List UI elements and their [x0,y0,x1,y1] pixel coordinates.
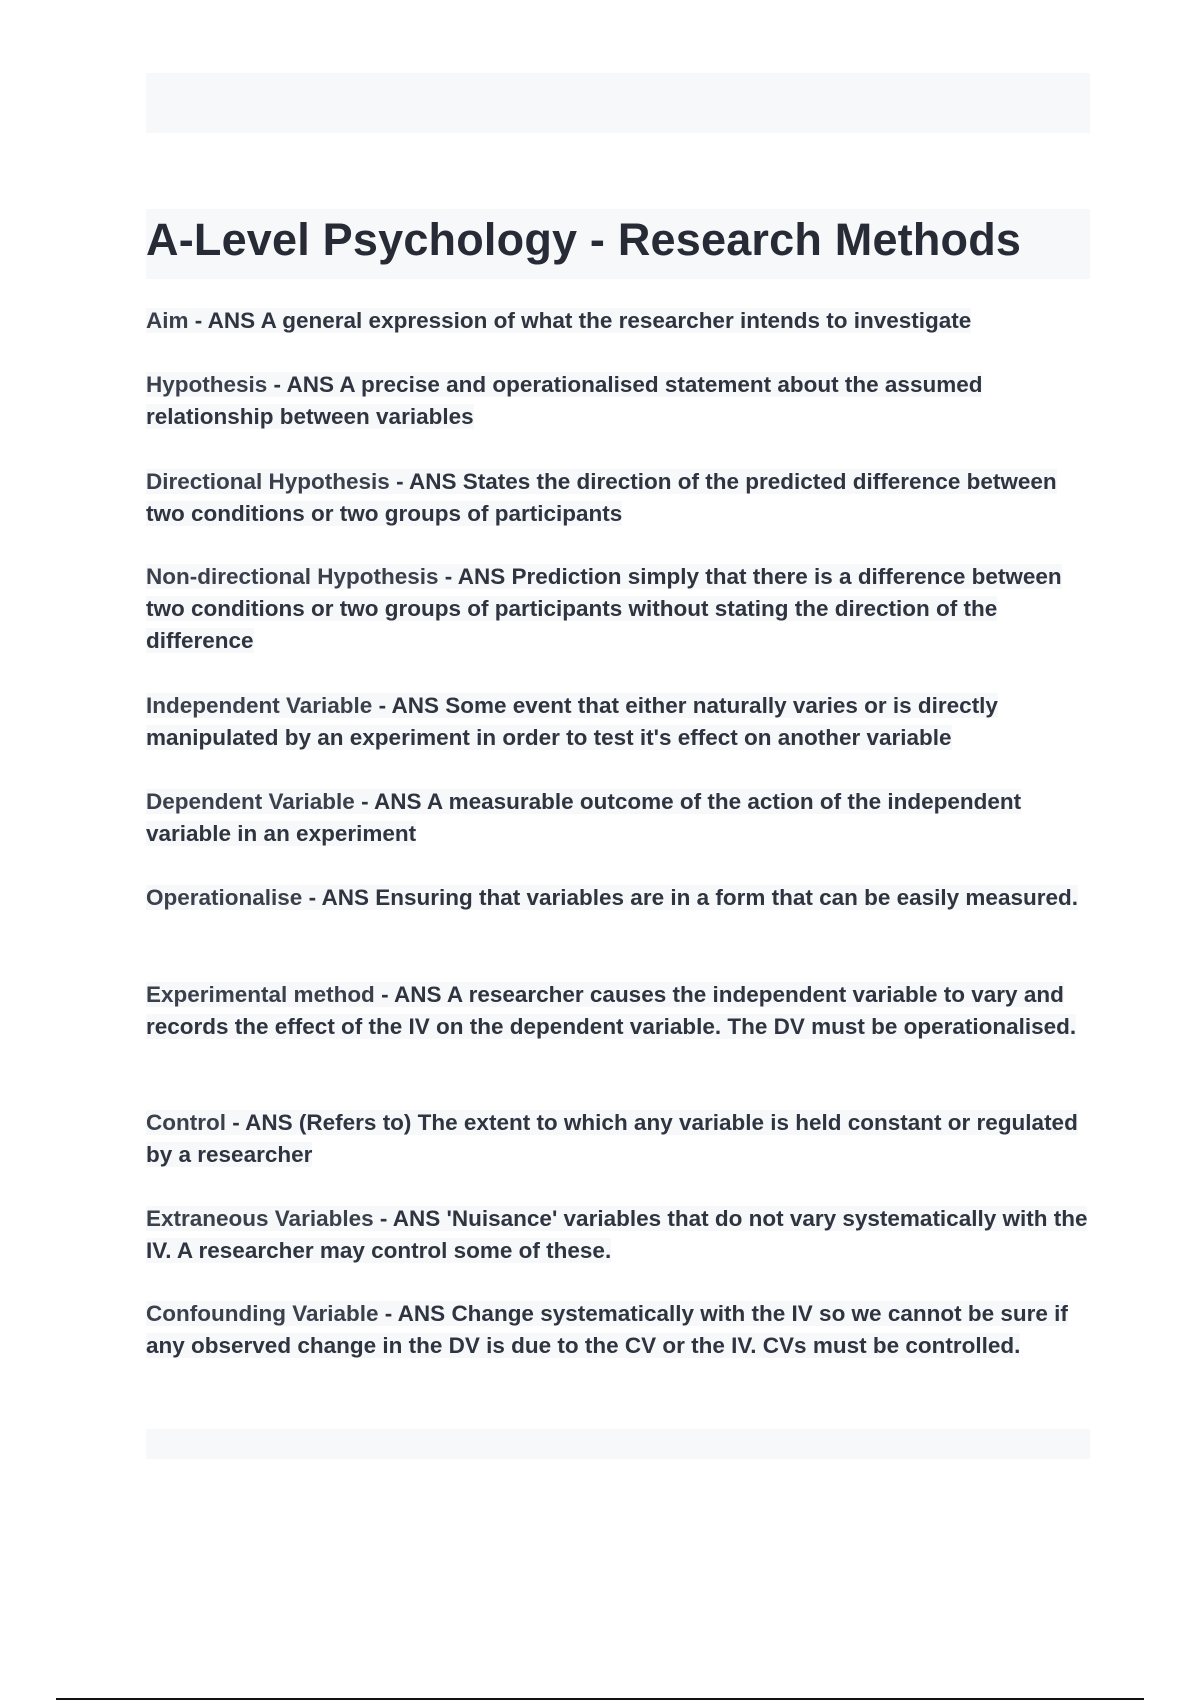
entry-term: Control [146,1110,226,1135]
entry-definition: A measurable outcome of the action of the independent variable in an experiment [146,789,1022,846]
entry-directional-hypothesis [146,466,1090,530]
entry-control [146,1107,1090,1171]
header-band [146,73,1090,133]
entry-separator: - ANS [438,564,512,589]
entry-hypothesis [146,369,1090,433]
entry-definition: Some event that either naturally varies or is directly manipulated by an experiment in order to test it's effect on another variable [146,693,998,750]
footer-band [146,1429,1090,1459]
entry-aim [146,305,1090,337]
entry-term: Independent Variable [146,693,373,718]
entry-extraneous-variables [146,1203,1090,1267]
entry-term: Directional Hypothesis [146,469,390,494]
entry-dependent-variable [146,786,1090,850]
entry-definition: Prediction simply that there is a difference between two conditions or two groups of participants without stating the direction of the difference [146,564,1062,653]
entry-separator: - ANS [354,789,427,814]
page-title: A-Level Psychology - Research Methods [146,214,1022,265]
entry-definition: Change systematically with the IV so we cannot be sure if any observed change in the DV is due to the CV or the IV. CVs must be controlled. [146,1301,1068,1358]
entry-separator: - ANS [373,1206,447,1231]
entry-definition: A general expression of what the researcher intends to investigate [260,308,972,333]
entry-separator: - ANS [372,693,446,718]
entry-non-directional-hypothesis [146,561,1090,657]
entry-term: Operationalise [146,885,303,910]
entry-separator: - ANS [225,1110,299,1135]
entry-separator: - ANS [302,885,376,910]
entry-separator: - ANS [389,469,463,494]
entry-term: Experimental method [146,982,375,1007]
entry-definition: (Refers to) The extent to which any variable is held constant or regulated by a researcher [146,1110,1078,1167]
entry-separator: - ANS [267,372,340,397]
entry-definition: Ensuring that variables are in a form that can be easily measured. [375,885,1078,910]
entry-independent-variable [146,690,1090,754]
entry-term: Confounding Variable [146,1301,379,1326]
entry-term: Extraneous Variables [146,1206,374,1231]
entry-separator: - ANS [378,1301,452,1326]
entry-separator: - ANS [374,982,447,1007]
entry-definition: A precise and operationalised statement about the assumed relationship between variables [146,372,983,429]
entry-term: Hypothesis [146,372,268,397]
entry-term: Aim [146,308,189,333]
entry-confounding-variable [146,1298,1090,1362]
entry-term: Dependent Variable [146,789,355,814]
entry-separator: - ANS [188,308,261,333]
entry-definition: States the direction of the predicted difference between two conditions or two groups of participants [146,469,1057,526]
entry-definition: A researcher causes the independent variable to vary and records the effect of the IV on the dependent variable. The DV must be operationalised. [146,982,1077,1039]
entry-operationalise [146,882,1090,914]
entry-experimental-method [146,979,1090,1043]
entry-definition: 'Nuisance' variables that do not vary systematically with the IV. A researcher may control some of these. [146,1206,1088,1263]
entry-term: Non-directional Hypothesis [146,564,439,589]
